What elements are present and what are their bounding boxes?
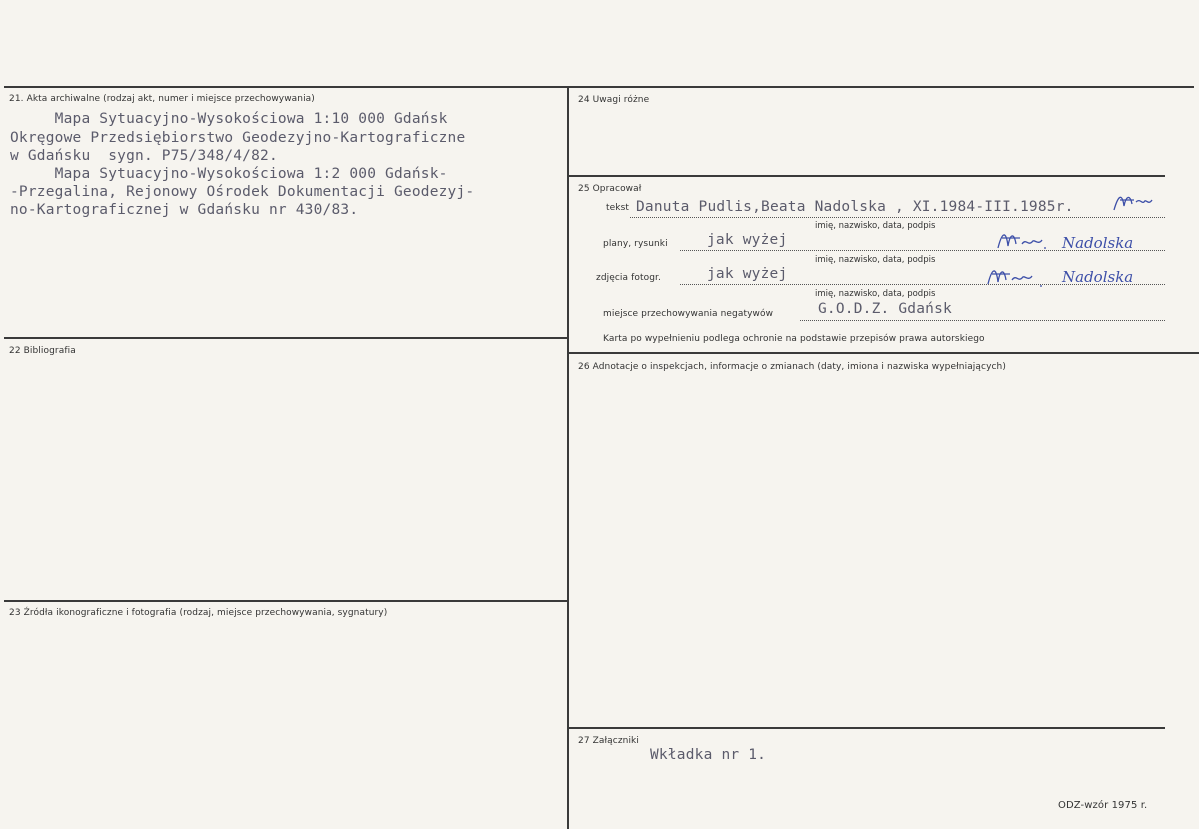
column-divider: [567, 86, 569, 829]
signature-3-initials: [984, 262, 1048, 290]
rule-21-22: [4, 337, 567, 339]
section-21-line-4: Mapa Sytuacyjno-Wysokościowa 1:2 000 Gdańsk-: [10, 166, 448, 182]
form-id: ODZ-wzór 1975 r.: [1058, 800, 1148, 811]
plany-caption: imię, nazwisko, data, podpis: [815, 255, 936, 265]
negatywy-dotline: [800, 320, 1165, 321]
tekst-label: tekst: [606, 203, 629, 213]
zdjecia-value: jak wyżej: [707, 266, 788, 282]
signature-1: [1110, 188, 1156, 216]
section-27-label: 27 Załączniki: [578, 736, 639, 746]
zdjecia-label: zdjęcia fotogr.: [596, 273, 661, 283]
section-25-label: 25 Opracował: [578, 184, 642, 194]
tekst-value: Danuta Pudlis,Beata Nadolska , XI.1984-III.1985r.: [636, 199, 1074, 215]
tekst-dotline: [630, 217, 1165, 218]
tekst-caption: imię, nazwisko, data, podpis: [815, 221, 936, 231]
section-26-label: 26 Adnotacje o inspekcjach, informacje o zmianach (daty, imiona i nazwiska wypełniających): [578, 362, 1006, 372]
section-23-label: 23 Źródła ikonograficzne i fotografia (rodzaj, miejsce przechowywania, sygnatury): [9, 608, 388, 618]
rule-22-23: [4, 600, 567, 602]
section-21-line-5: -Przegalina, Rejonowy Ośrodek Dokumentacji Geodezyj-: [10, 184, 475, 200]
section-21-line-3: w Gdańsku sygn. P75/348/4/82.: [10, 148, 278, 164]
section-27-value: Wkładka nr 1.: [650, 747, 767, 763]
section-21-line-2: Okręgowe Przedsiębiorstwo Geodezyjno-Kartograficzne: [10, 130, 466, 146]
signature-3: Nadolska: [1062, 268, 1134, 286]
top-rule: [4, 86, 1194, 88]
rule-25-26: [569, 352, 1199, 354]
plany-label: plany, rysunki: [603, 239, 668, 249]
section-21-line-6: no-Kartograficznej w Gdańsku nr 430/83.: [10, 202, 359, 218]
negatywy-label: miejsce przechowywania negatywów: [603, 309, 774, 319]
signature-2-initials: [994, 226, 1050, 254]
section-22-label: 22 Bibliografia: [9, 346, 76, 356]
rule-24-25: [569, 175, 1165, 177]
copyright-note: Karta po wypełnieniu podlega ochronie na podstawie przepisów prawa autorskiego: [603, 334, 985, 344]
section-24-label: 24 Uwagi różne: [578, 95, 650, 105]
section-21-label: 21. Akta archiwalne (rodzaj akt, numer i miejsce przechowywania): [9, 94, 315, 104]
signature-2: Nadolska: [1062, 234, 1134, 252]
rule-26-27: [569, 727, 1165, 729]
plany-value: jak wyżej: [707, 232, 788, 248]
negatywy-value: G.O.D.Z. Gdańsk: [818, 301, 952, 317]
zdjecia-caption: imię, nazwisko, data, podpis: [815, 289, 936, 299]
section-21-line-1: Mapa Sytuacyjno-Wysokościowa 1:10 000 Gdańsk: [10, 111, 448, 127]
